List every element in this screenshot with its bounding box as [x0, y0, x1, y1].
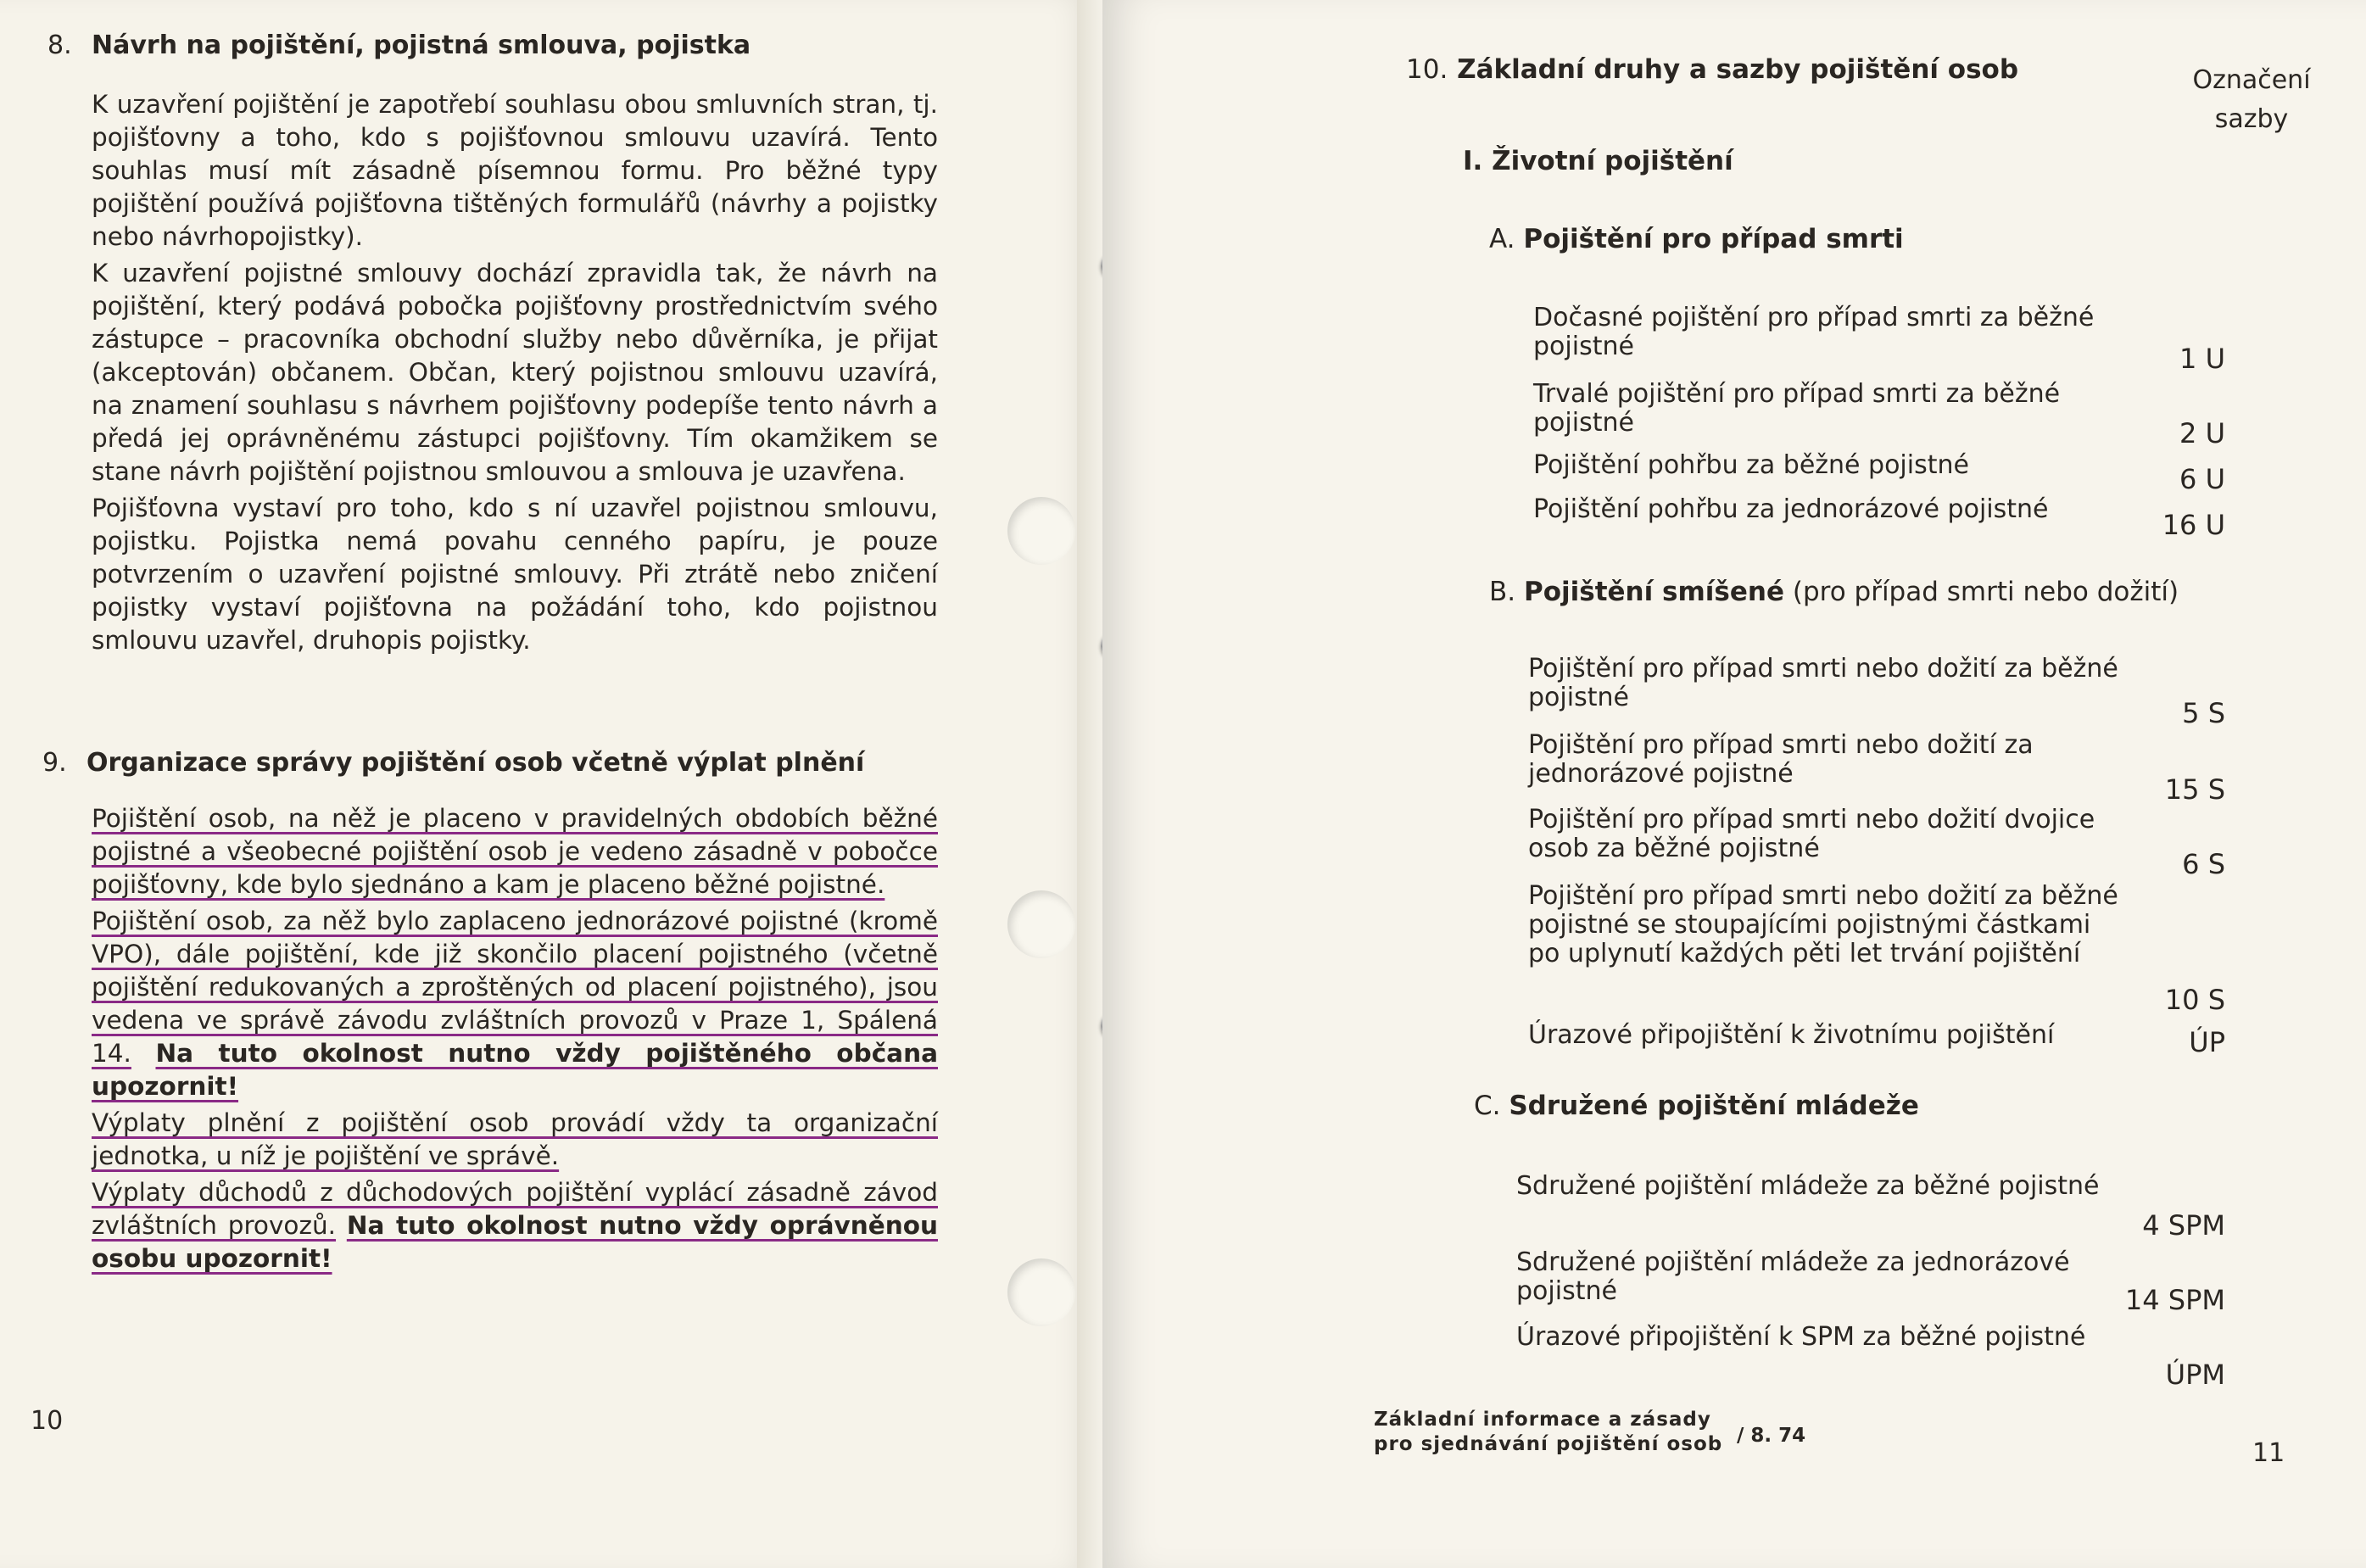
- item-B-5: Úrazové připojištění k životnímu pojištění: [1528, 1020, 2055, 1050]
- group-C-letter: C.: [1474, 1091, 1501, 1121]
- section-9-paragraph-4: Výplaty důchodů z důchodových pojištění vyplácí zásadně závod zvláštních provozů.: [92, 1178, 938, 1240]
- section-8-paragraph-2: K uzavření pojistné smlouvy dochází zpravidla tak, že návrh na pojištění, který podává pobočka pojišťovny prostřednictvím svého zástupce – pracovníka obchodní služby nebo důvěrníka, je přijat (akceptován) občanem. Občan, který pojistnou smlouvu uzavírá, na znamení souhlasu s návrhem pojišťovny podepíše tento návrh a předá jej oprávněnému zástupci pojišťovny. Tím okamžikem se stane návrh pojištění pojistnou smlouvou a smlouva je uzavřena.: [92, 259, 938, 486]
- part-I-heading: [1463, 146, 1733, 176]
- rate-C-1: 4 SPM: [2142, 1209, 2225, 1242]
- item-B-2: Pojištění pro případ smrti nebo dožití za jednorázové pojistné: [1528, 730, 2034, 789]
- rate-C-2: 14 SPM: [2124, 1284, 2225, 1316]
- section-9-heading: [42, 748, 864, 778]
- footer-line-1: Základní informace a zásady: [1374, 1409, 1711, 1431]
- rates-title-text: Základní druhy a sazby pojištění osob: [1457, 54, 2019, 85]
- section-8-number: 8.: [47, 31, 72, 60]
- group-B-heading: [1489, 577, 2179, 607]
- group-C-heading: [1474, 1091, 1919, 1121]
- item-C-1: Sdružené pojištění mládeže za běžné pojistné: [1516, 1171, 2100, 1201]
- section-9-paragraph-2-warning: Na tuto okolnost nutno vždy pojištěného občana upozornit!: [92, 1039, 938, 1101]
- section-9-body: [92, 802, 938, 1279]
- item-A-1: Dočasné pojištění pro případ smrti za běžné pojistné: [1533, 303, 2095, 361]
- section-9-paragraph-1: Pojištění osob, na něž je placeno v pravidelných obdobích běžné pojistné a všeobecné pojištění osob je vedeno zásadně v pobočce pojišťovny, kde bylo sjednáno a kam je placeno běžné pojistné.: [92, 804, 938, 899]
- right-page: [1102, 0, 2366, 1568]
- section-9-title: Organizace správy pojištění osob včetně výplat plnění: [86, 748, 865, 778]
- item-A-4: Pojištění pohřbu za jednorázové pojistné: [1533, 494, 2049, 524]
- item-C-3: Úrazové připojištění k SPM za běžné pojistné: [1516, 1322, 2086, 1352]
- section-9-paragraph-4-warning: Na tuto okolnost nutno vždy oprávněnou osobu upozornit!: [92, 1211, 938, 1273]
- rate-column-header: [2167, 61, 2336, 139]
- group-B-title: Pojištění smíšené: [1523, 577, 1784, 607]
- section-9-paragraph-2: Pojištění osob, za něž bylo zaplaceno jednorázové pojistné (kromě VPO), dále pojištění, kde již skončilo placení pojistného (včetně pojištění redukovaných a zproštěných od placení pojistného), jsou vedena ve správě závodu zvláštních provozů v Praze 1, Spálená 14.: [92, 907, 938, 1068]
- rate-B-4: 10 S: [2164, 984, 2225, 1016]
- left-page: [0, 0, 1094, 1568]
- section-9-paragraph-3: Výplaty plnění z pojištění osob provádí vždy ta organizační jednotka, u níž je pojištění ve správě.: [92, 1108, 938, 1170]
- item-C-2: Sdružené pojištění mládeže za jednorázové pojistné: [1516, 1247, 2070, 1306]
- rate-A-4: 16 U: [2162, 509, 2225, 541]
- page-footer: [1374, 1408, 1722, 1457]
- rate-B-2: 15 S: [2164, 773, 2225, 806]
- rate-B-1: 5 S: [2182, 697, 2225, 729]
- item-B-3: Pojištění pro případ smrti nebo dožití dvojice osob za běžné pojistné: [1528, 805, 2095, 863]
- item-A-3: Pojištění pohřbu za běžné pojistné: [1533, 450, 1969, 480]
- section-8-paragraph-3: Pojišťovna vystaví pro toho, kdo s ní uzavřel pojistnou smlouvu, pojistku. Pojistka nemá povahu cenného papíru, je pouze potvrzením o uzavření pojistné smlouvy. Při ztrátě nebo zničení pojistky vystaví pojišťovna na požádání toho, kdo pojistnou smlouvu uzavřel, druhopis pojistky.: [92, 494, 938, 655]
- section-8-paragraph-1: K uzavření pojištění je zapotřebí souhlasu obou smluvních stran, tj. pojišťovny a toho, kdo s pojišťovnou smlouvu uzavírá. Tento souhlas musí mít zásadně písemnou formu. Pro běžné typy pojištění používá pojišťovna tištěných formulářů (návrhy a pojistky nebo návrhopojistky).: [92, 90, 938, 251]
- rate-A-3: 6 U: [2179, 463, 2225, 495]
- rate-header-line-1: Označení: [2192, 65, 2311, 95]
- group-C-title: Sdružené pojištění mládeže: [1509, 1091, 1919, 1121]
- footer-date: / 8. 74: [1737, 1425, 1806, 1447]
- punch-hole: [1007, 1258, 1075, 1326]
- rates-title: [1406, 54, 2018, 85]
- rates-title-number: 10.: [1406, 54, 1448, 85]
- punch-hole: [1007, 497, 1075, 565]
- section-8-title: Návrh na pojištění, pojistná smlouva, pojistka: [92, 31, 751, 60]
- rate-B-3: 6 S: [2182, 848, 2225, 880]
- group-A-heading: [1489, 224, 1904, 254]
- item-B-1: Pojištění pro případ smrti nebo dožití za běžné pojistné: [1528, 654, 2118, 712]
- group-B-letter: B.: [1489, 577, 1516, 607]
- section-8-heading: [47, 31, 751, 60]
- part-I-title: I. Životní pojištění: [1463, 146, 1733, 176]
- item-A-2: Trvalé pojištění pro případ smrti za běžné pojistné: [1533, 379, 2061, 438]
- left-page-number: 10: [31, 1406, 64, 1436]
- group-A-title: Pojištění pro případ smrti: [1523, 224, 1904, 254]
- rate-B-5: ÚP: [2189, 1026, 2225, 1058]
- rate-header-line-2: sazby: [2214, 104, 2289, 134]
- footer-line-2: pro sjednávání pojištění osob: [1374, 1433, 1723, 1455]
- punch-hole: [1007, 890, 1075, 958]
- group-B-suffix: (pro případ smrti nebo dožití): [1792, 577, 2179, 607]
- item-B-4: Pojištění pro případ smrti nebo dožití za běžné pojistné se stoupajícími pojistnými částkami po uplynutí každých pěti let trvání pojištění: [1528, 881, 2118, 968]
- rate-C-3: ÚPM: [2165, 1359, 2225, 1391]
- right-page-number: 11: [2252, 1438, 2285, 1468]
- rate-A-1: 1 U: [2179, 343, 2225, 375]
- rate-A-2: 2 U: [2179, 417, 2225, 449]
- section-9-number: 9.: [42, 748, 67, 778]
- group-A-letter: A.: [1489, 224, 1515, 254]
- section-8-body: [92, 88, 938, 661]
